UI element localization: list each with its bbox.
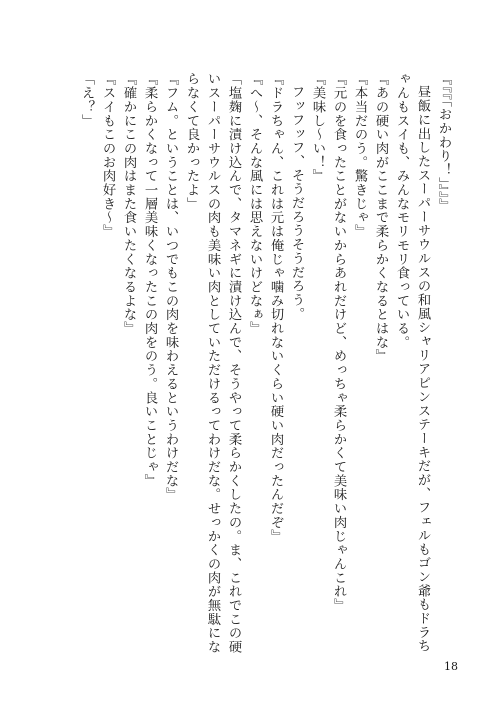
text-line: 『ドラちゃん、これは元は俺じゃ噛み切れないくらい硬い肉だったんだぞ』 [268,72,283,543]
text-line: 『フム。ということは、いつでもこの肉を味わえるというわけだな』 [163,72,178,502]
text-line: 『美味し〜い！』 [310,72,325,183]
text-line: 『柔らかくなって一層美味くなったこの肉をのう。良いことじゃ』 [142,72,157,488]
text-line: 「え？」 [79,72,94,128]
text-line: 『確かにこの肉はまた食いたくなるよな』 [121,72,136,336]
text-line: 『へ〜、そんな風には思えないけどなぁ』 [247,72,262,336]
text-line: 『本当だのう。驚きじゃ』 [352,72,367,239]
text-line: 『元のを食ったことがないからあれだけど、めっちゃ柔らかくて美味い肉じゃんこれ』 [331,72,346,613]
text-line: 『スイもこのお肉好き〜』 [100,72,115,239]
text-line: フッフッフ、そうだろうそうだろう。 [289,85,304,321]
body-text [44,72,454,662]
text-line: 昼飯に出したスーパーサウルスの和風シャリアピンステーキだが、フェルもゴン爺もドラちゃんもスイも、みんなモリモリ食っている。 [394,72,430,654]
page-number: 18 [444,660,458,673]
text-line: 『あの硬い肉がここまで柔らかくなるとはな』 [373,72,388,363]
text-line: 「塩麹に漬け込んで、タマネギに漬け込んで、そうやって柔らかくしたの。ま、これでこの硬いスーパーサウルスの肉も美味い肉としていただけるってわけだな。せっかくの肉が無駄にならなくて良かったよ」 [184,72,241,654]
text-line: 『『『「おかわり！」』』』 [436,72,451,213]
